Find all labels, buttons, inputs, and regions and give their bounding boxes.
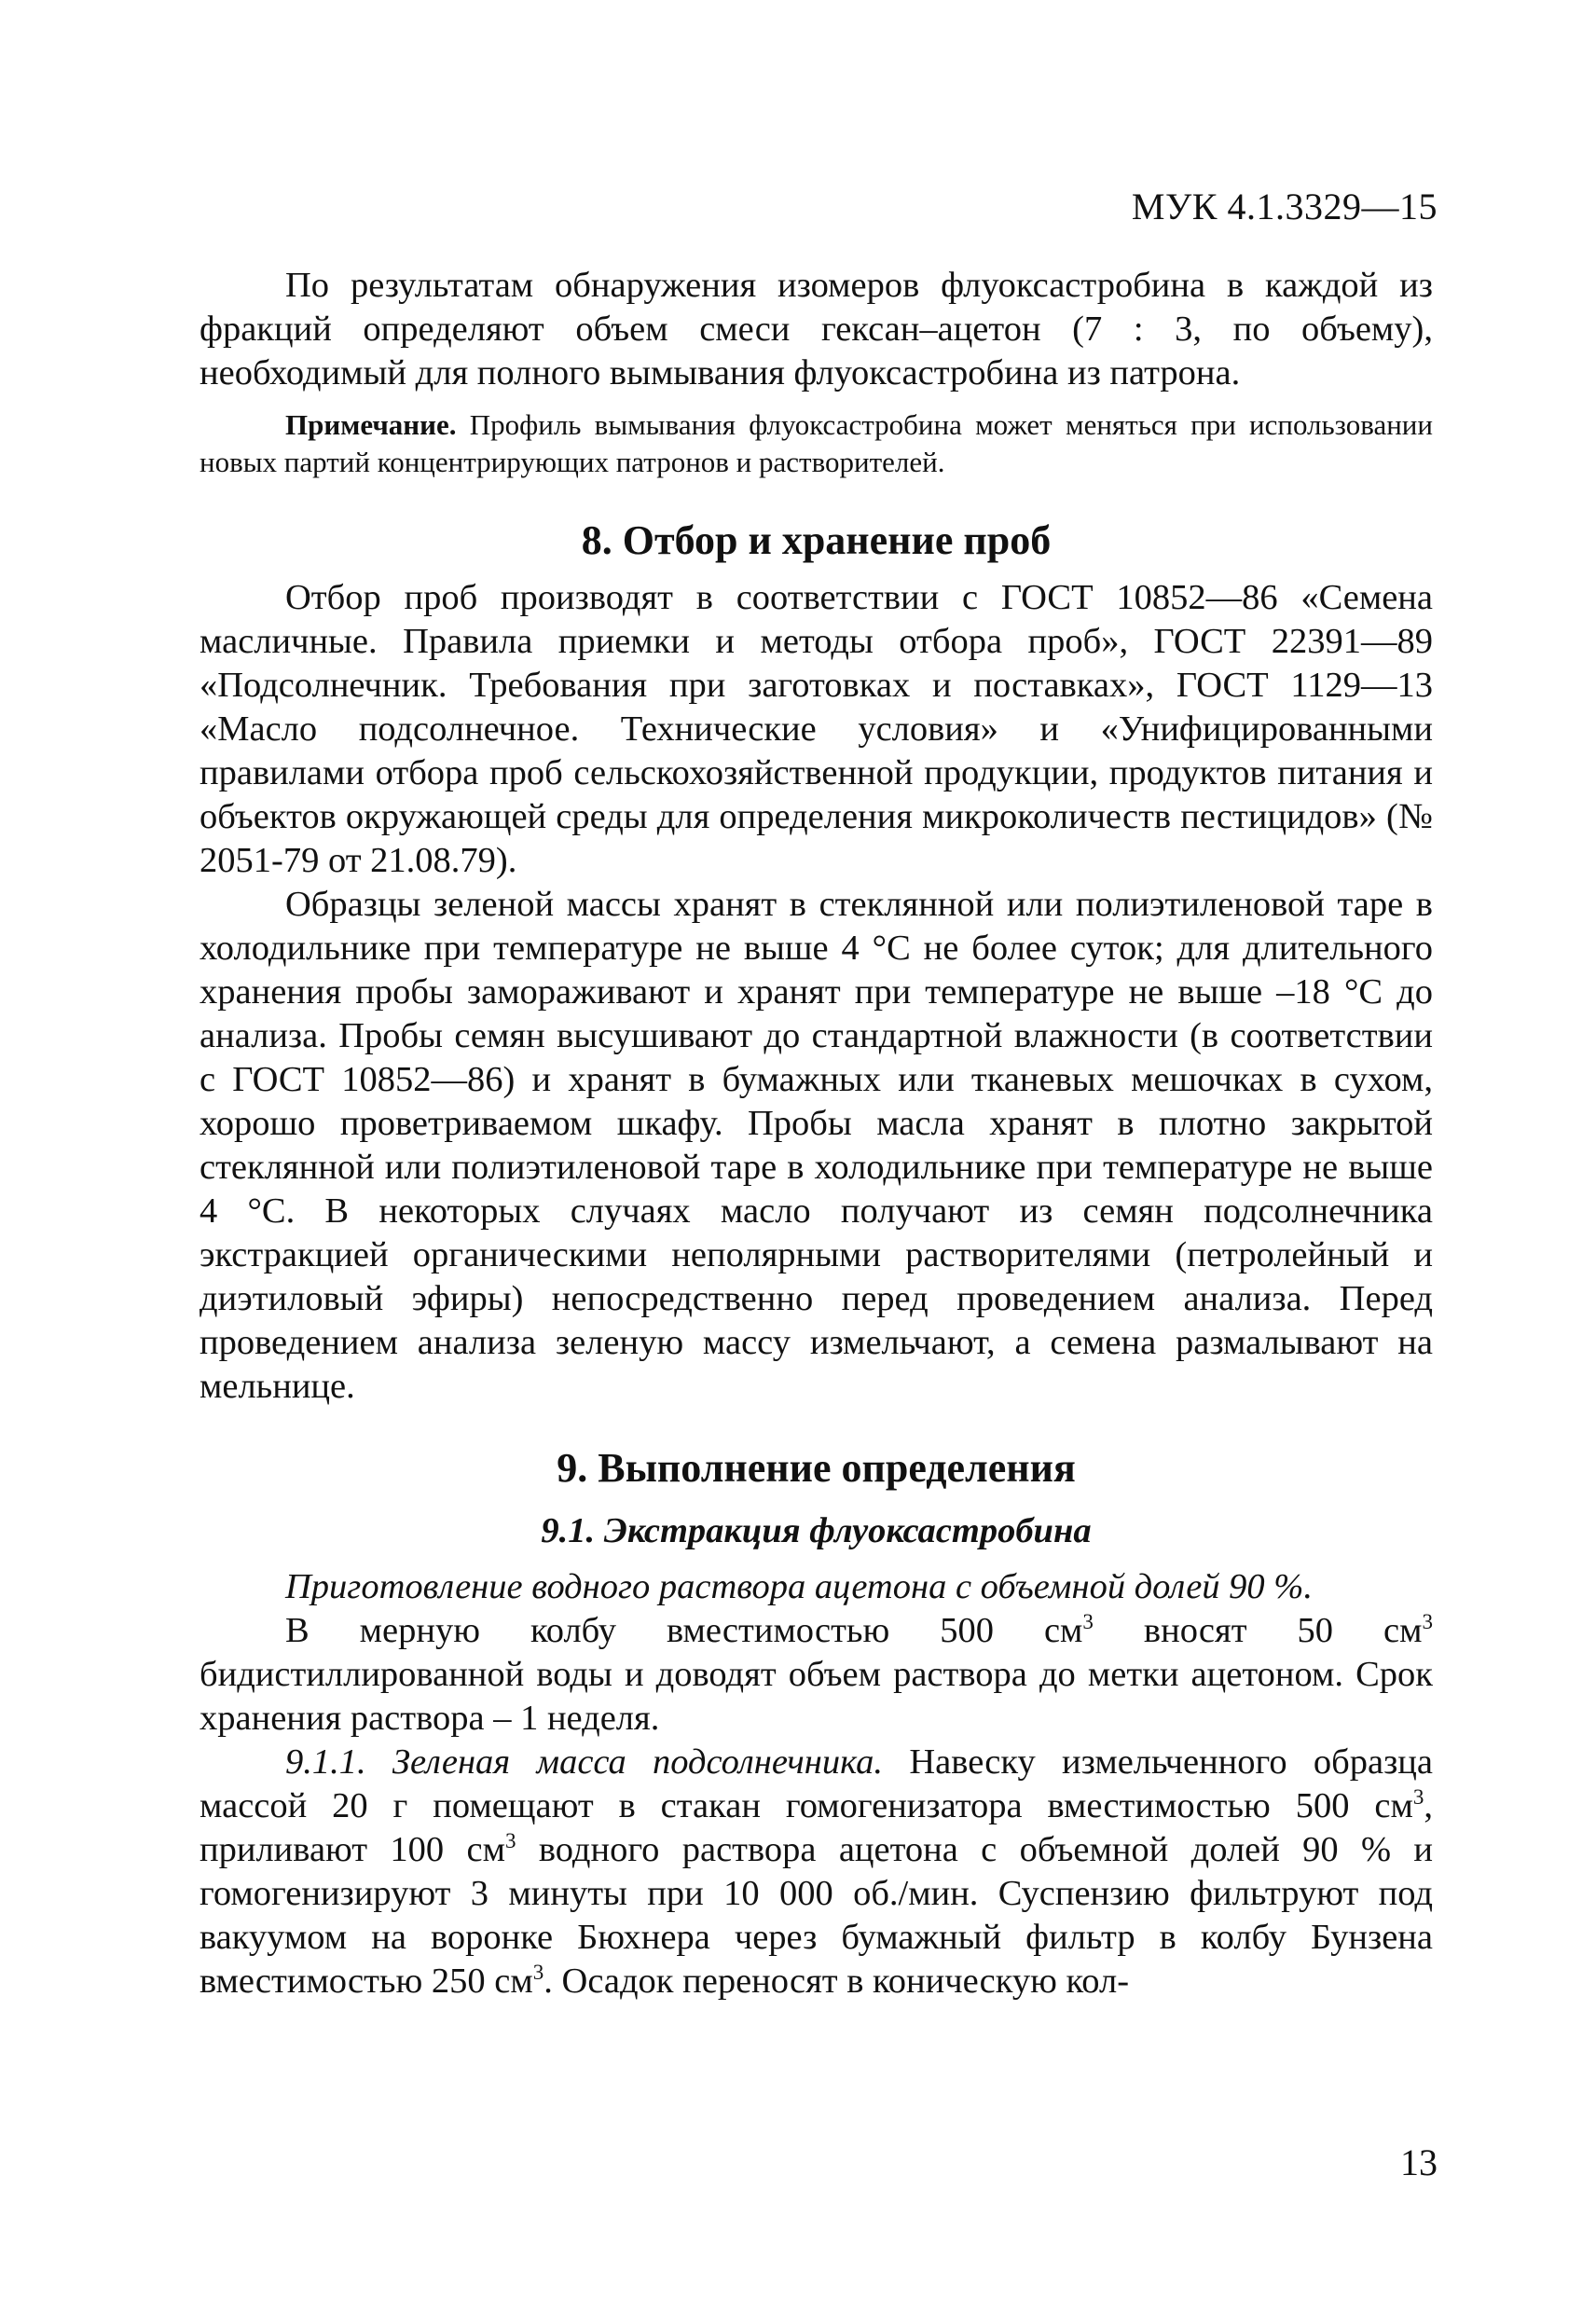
section-8-title: 8. Отбор и хранение проб xyxy=(581,517,1052,563)
section-8-paragraph-1: Отбор проб производят в соответствии с ГОСТ 10852—86 «Семена масличные. Правила приемки и методы отбора проб», ГОСТ 22391—89 «Подсолнечник. Требования при заготовках и поставках», ГОСТ 1129—13 «Масло подсолнечное. Технические условия» и «Унифицированными правилами отбора проб сельскохозяйственной продукции, продуктов питания и объектов окружающей среды для определения микроколичеств пестицидов» (№ 2051-79 от 21.08.79). xyxy=(200,578,1433,880)
page-number: 13 xyxy=(1400,2141,1438,2183)
superscript-3: 3 xyxy=(1082,1609,1094,1634)
prep-text-b: вносят 50 см xyxy=(1093,1611,1423,1650)
prep-title: Приготовление водного раствора ацетона с объемной долей 90 %. xyxy=(285,1567,1314,1606)
section-9-1-1-label: 9.1.1. Зеленая масса подсолнечника. xyxy=(285,1742,884,1782)
s911-text-c: водного раствора ацетона с объемной долей 90 % и гомогенизируют 3 минуты при 10 000 об./мин. Суспензию фильтруют под вакуумом на воронке Бюхнера через бумажный фильтр в колбу Бунзена вместимостью 250 см xyxy=(200,1830,1433,2001)
s911-text-d: . Осадок переносят в коническую кол- xyxy=(543,1962,1130,2001)
s911-text-a: Навеску измельченного образца массой 20 г помещают в стакан гомогенизатора вместимостью 500 см xyxy=(200,1742,1433,1825)
intro-paragraph: По результатам обнаружения изомеров флуоксастробина в каждой из фракций определяют объем смеси гексан–ацетон (7 : 3, по объему), необходимый для полного вымывания флуоксастробина из патрона. xyxy=(200,266,1433,392)
superscript-3: 3 xyxy=(504,1828,516,1853)
section-8-paragraph-2: Образцы зеленой массы хранят в стеклянной или полиэтиленовой таре в холодильнике при температуре не выше 4 °С не более суток; для длительного хранения пробы замораживают и хранят при температуре не выше –18 °С до анализа. Пробы семян высушивают до стандартной влажности (в соответствии с ГОСТ 10852—86) и хранят в бумажных или тканевых мешочках в сухом, хорошо проветриваемом шкафу. Пробы масла хранят в плотно закрытой стеклянной или полиэтиленовой таре в холодильнике при температуре не выше 4 °С. В некоторых случаях масло получают из семян подсолнечника экстракцией органическими неполярными растворителями (петролейный и диэтиловый эфиры) непосредственно перед проведением анализа. Перед проведением анализа зеленую массу измельчают, а семена размалывают на мельнице. xyxy=(200,885,1433,1406)
superscript-3: 3 xyxy=(1412,1784,1424,1810)
superscript-3: 3 xyxy=(532,1960,544,1985)
page-content xyxy=(200,264,1433,2003)
prep-text-c: бидистиллированной воды и доводят объем раствора до метки ацетоном. Срок хранения раствора – 1 неделя. xyxy=(200,1655,1433,1738)
document-code: МУК 4.1.3329—15 xyxy=(1131,186,1438,227)
section-9-1-1-paragraph xyxy=(200,1741,1433,2003)
prep-paragraph xyxy=(200,1609,1433,1741)
superscript-3: 3 xyxy=(1422,1609,1433,1634)
note-label: Примечание. xyxy=(285,408,457,441)
section-9-1-title: 9.1. Экстракция флуоксастробина xyxy=(541,1511,1092,1550)
note xyxy=(200,406,1433,481)
note-text: Профиль вымывания флуоксастробина может меняться при использовании новых партий концентрирующих патронов и растворителей. xyxy=(200,408,1433,478)
prep-text-a: В мерную колбу вместимостью 500 см xyxy=(285,1611,1083,1650)
s911-text-b: , приливают 100 см xyxy=(200,1786,1433,1869)
section-9-title: 9. Выполнение определения xyxy=(557,1445,1076,1491)
